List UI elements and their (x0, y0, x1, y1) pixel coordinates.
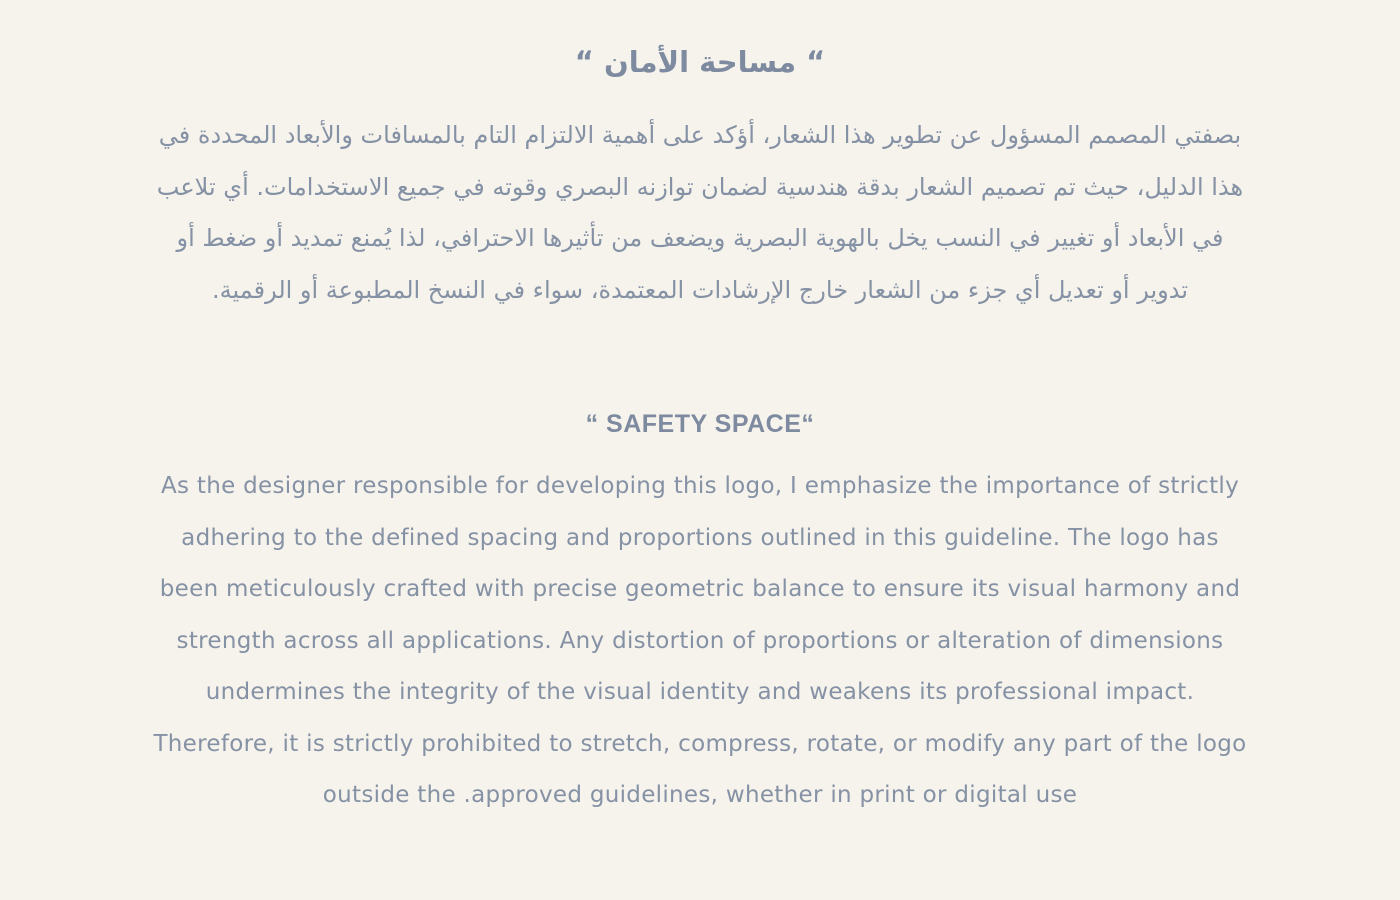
english-safety-space-section (150, 404, 1250, 822)
arabic-safety-space-paragraph: بصفتي المصمم المسؤول عن تطوير هذا الشعار، أؤكد على أهمية الالتزام التام بالمسافات والأبعاد المحددة في هذا الدليل، حيث تم تصميم الشعار بدقة هندسية لضمان توازنه البصري وقوته في جميع الاستخدامات. أي تلاعب في الأبعاد أو تغيير في النسب يخل بالهوية البصرية ويضعف من تأثيرها الاحترافي، لذا يُمنع تمديد أو ضغط أو تدوير أو تعديل أي جزء من الشعار خارج الإرشادات المعتمدة، سواء في النسخ المطبوعة أو الرقمية. (156, 121, 1244, 304)
arabic-safety-space-section (150, 40, 1250, 316)
english-safety-space-paragraph: As the designer responsible for developing this logo, I emphasize the importance of strictly adhering to the defined spacing and proportions outlined in this guideline. The logo has been meticulously crafted with precise geometric balance to ensure its visual harmony and strength across all applications. Any distortion of proportions or alteration of dimensions undermines the integrity of the visual identity and weakens its professional impact. Therefore, it is strictly prohibited to stretch, compress, rotate, or modify any part of the logo outside the .approved guidelines, whether in print or digital use (153, 473, 1247, 808)
english-safety-space-heading: “ SAFETY SPACE“ (585, 410, 815, 438)
arabic-safety-space-heading: “ مساحة الأمان “ (574, 45, 826, 79)
